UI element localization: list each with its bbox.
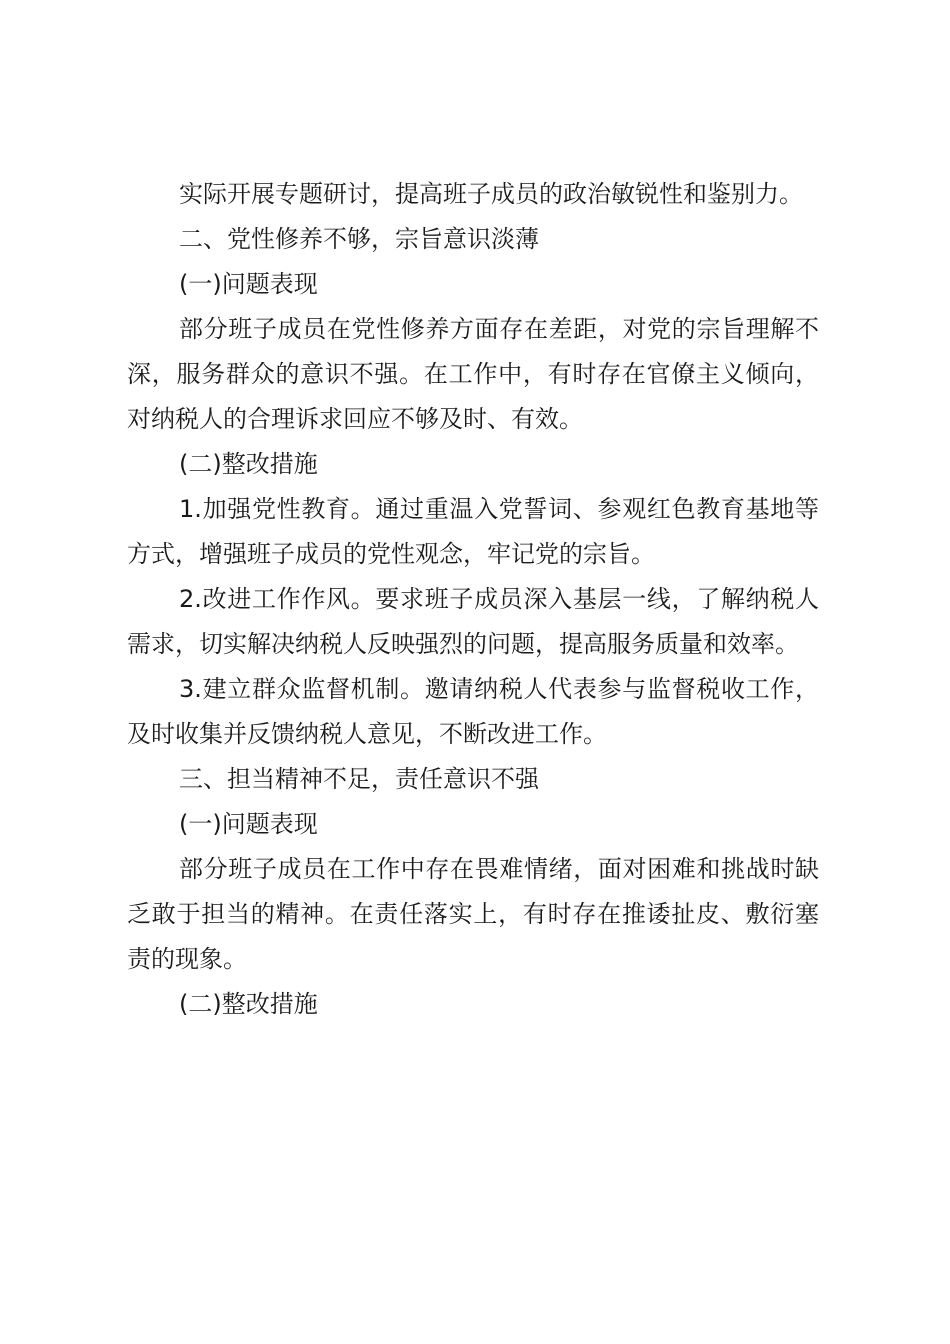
measure-item-2: 2.改进工作作风。要求班子成员深入基层一线，了解纳税人需求，切实解决纳税人反映强烈的问题，提高服务质量和效率。 <box>127 585 819 658</box>
paragraph-problem-3: 部分班子成员在工作中存在畏难情绪，面对困难和挑战时缺乏敢于担当的精神。在责任落实上，有时存在推诿扯皮、敷衍塞责的现象。 <box>127 855 819 973</box>
measure-item-1: 1.加强党性教育。通过重温入党誓词、参观红色教育基地等方式，增强班子成员的党性观念，牢记党的宗旨。 <box>127 495 819 568</box>
measure-item-3: 3.建立群众监督机制。邀请纳税人代表参与监督税收工作，及时收集并反馈纳税人意见，不断改进工作。 <box>127 675 819 748</box>
section-heading-2: 二、党性修养不够，宗旨意识淡薄 <box>179 225 539 253</box>
paragraph-problem-2: 部分班子成员在党性修养方面存在差距，对党的宗旨理解不深，服务群众的意识不强。在工作中，有时存在官僚主义倾向，对纳税人的合理诉求回应不够及时、有效。 <box>127 315 819 433</box>
subheading-problem-3: (一)问题表现 <box>179 810 318 838</box>
document-page <box>127 172 819 1027</box>
section-heading-3: 三、担当精神不足，责任意识不强 <box>179 765 539 793</box>
subheading-measures-2: (二)整改措施 <box>179 450 318 478</box>
paragraph-continuation: 实际开展专题研讨，提高班子成员的政治敏锐性和鉴别力。 <box>179 180 803 208</box>
subheading-problem-2: (一)问题表现 <box>179 270 318 298</box>
subheading-measures-3: (二)整改措施 <box>179 990 318 1018</box>
